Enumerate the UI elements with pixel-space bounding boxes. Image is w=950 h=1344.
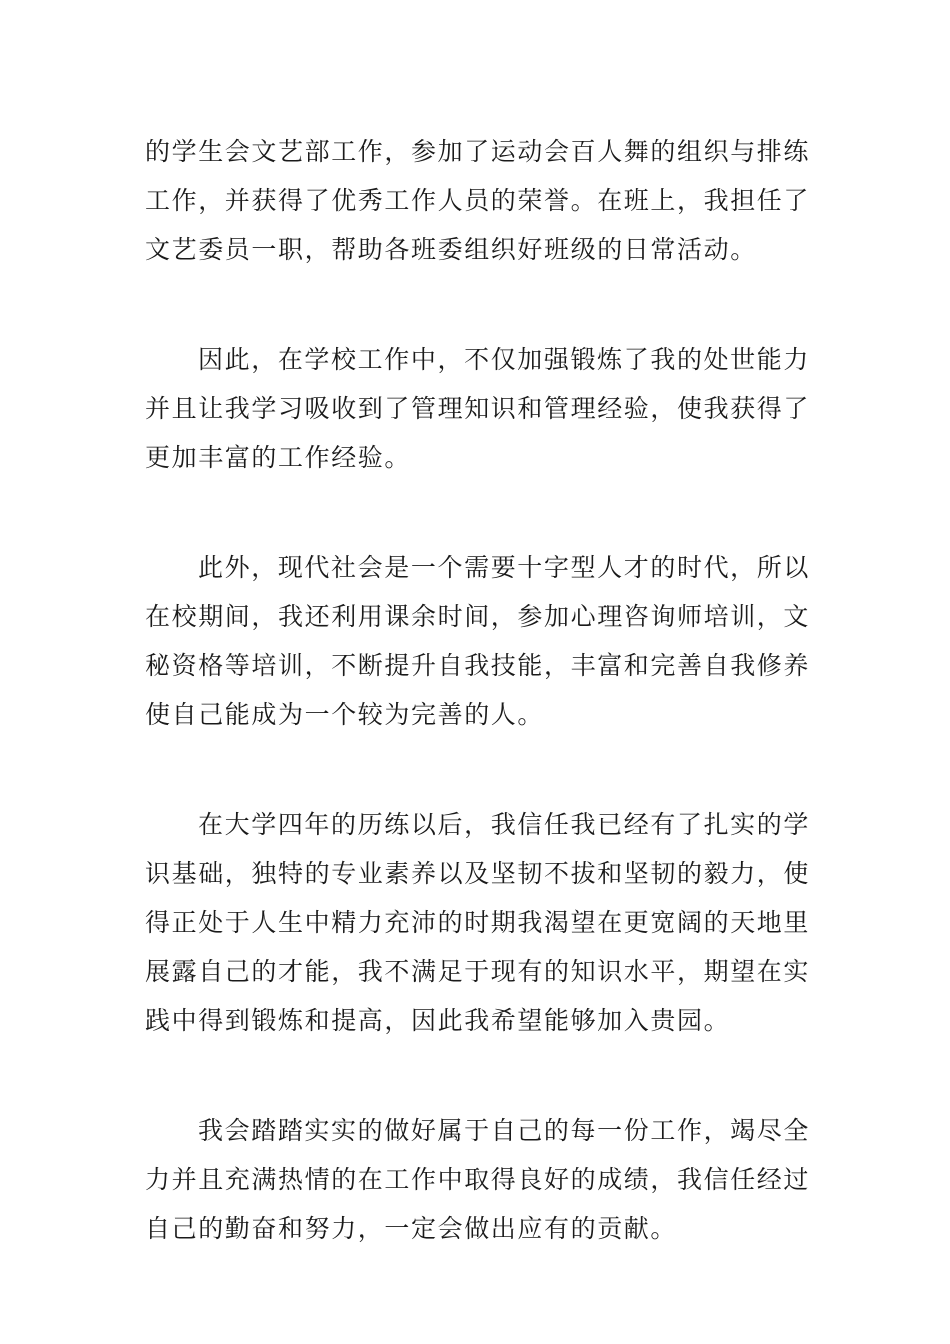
paragraph-continued: 的学生会文艺部工作，参加了运动会百人舞的组织与排练工作，并获得了优秀工作人员的荣誉。在班上，我担任了文艺委员一职，帮助各班委组织好班级的日常活动。 [145,137,811,264]
paragraph: 此外，现代社会是一个需要十字型人才的时代，所以在校期间，我还利用课余时间，参加心理咨询师培训，文秘资格等培训，不断提升自我技能，丰富和完善自我修养使自己能成为一个较为完善的人。 [145,553,811,729]
paragraph-spacer [145,739,810,800]
paragraph: 因此，在学校工作中，不仅加强锻炼了我的处世能力并且让我学习吸收到了管理知识和管理经验，使我获得了更加丰富的工作经验。 [145,345,811,472]
paragraph: 在大学四年的历练以后，我信任我已经有了扎实的学识基础，独特的专业素养以及坚韧不拔和坚韧的毅力，使得正处于人生中精力充沛的时期我渴望在更宽阔的天地里展露自己的才能，我不满足于现有的知识水平，期望在实践中得到锻炼和提高，因此我希望能够加入贵园。 [145,810,811,1035]
document-body [145,127,810,1253]
paragraph: 我会踏踏实实的做好属于自己的每一份工作，竭尽全力并且充满热情的在工作中取得良好的成绩，我信任经过自己的勤奋和努力，一定会做出应有的贡献。 [145,1116,811,1243]
paragraph-spacer [145,1045,810,1106]
paragraph-spacer [145,274,810,335]
paragraph-spacer [145,482,810,543]
